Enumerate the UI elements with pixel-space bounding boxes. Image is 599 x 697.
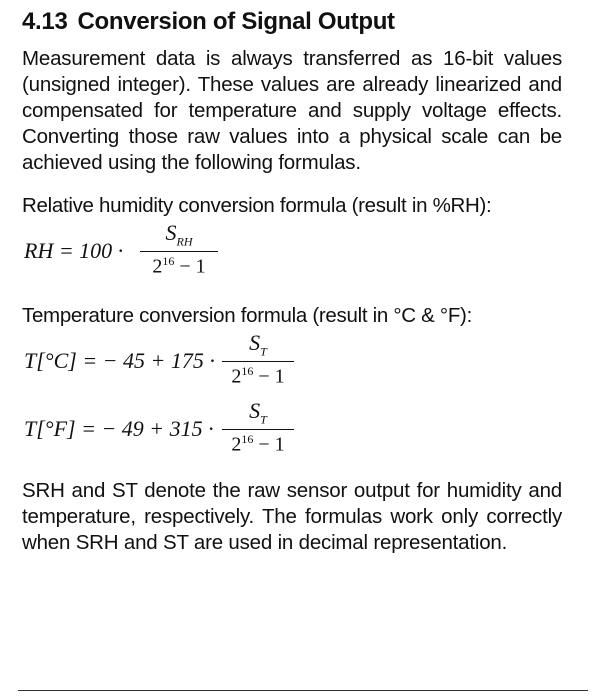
rh-formula-label: Relative humidity conversion formula (result in %RH): [22, 194, 492, 217]
tc-formula [22, 328, 562, 396]
section-title: Conversion of Signal Output [77, 8, 395, 35]
intro-paragraph: Measurement data is always transferred as 16-bit values (unsigned integer). These values are already linearized and compensated for temperature and supply voltage effects. Converting those raw values into a physical scale can be achieved using the following formulas. [22, 47, 562, 174]
tf-numerator: $S_T$ [249, 398, 267, 427]
document-page [22, 8, 562, 556]
tf-formula [22, 396, 562, 464]
rh-formula-fraction [140, 220, 218, 279]
tc-denominator: $2^{16} - 1$ [231, 364, 285, 389]
rh-formula-lhs: RH = 100 · [24, 238, 124, 263]
fraction-bar [140, 251, 218, 252]
rh-numerator: $S_{RH}$ [165, 220, 193, 249]
tf-formula-lhs: T[°F] = − 49 + 315 · [24, 416, 214, 441]
tc-formula-fraction [222, 330, 294, 389]
fraction-bar [222, 429, 294, 430]
tc-formula-lhs: T[°C] = − 45 + 175 · [24, 348, 215, 373]
tc-numerator: $S_T$ [249, 330, 267, 359]
tf-formula-fraction [222, 398, 294, 457]
rh-formula [22, 218, 562, 286]
tf-denominator: $2^{16} - 1$ [231, 432, 285, 457]
section-heading [22, 8, 562, 36]
rh-denominator: $2^{16} - 1$ [152, 254, 206, 279]
fraction-bar [222, 361, 294, 362]
temperature-formula-label: Temperature conversion formula (result in °C & °F): [22, 304, 472, 327]
section-number: 4.13 [22, 8, 68, 35]
closing-paragraph: SRH and ST denote the raw sensor output for humidity and temperature, respectively. The formulas work only correctly when SRH and ST are used in decimal representation. [22, 479, 562, 554]
bottom-rule [18, 690, 588, 691]
